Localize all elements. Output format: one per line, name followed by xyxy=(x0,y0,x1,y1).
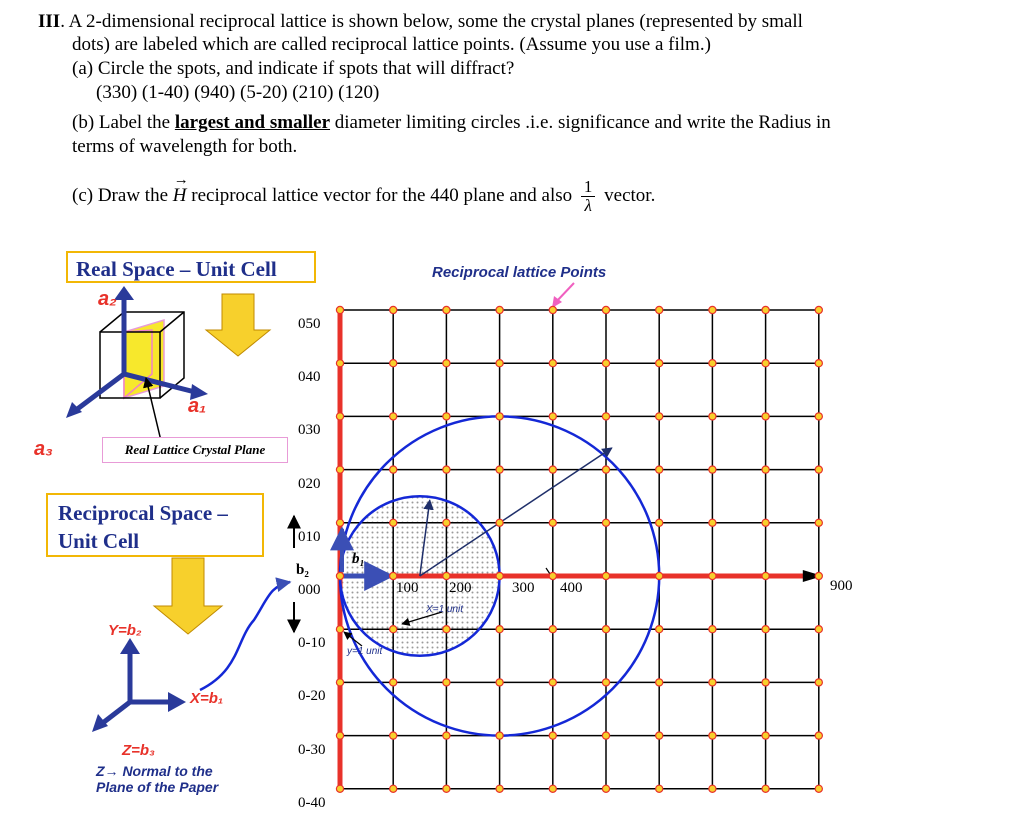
lattice-point xyxy=(762,572,769,579)
y-unit-arrow xyxy=(344,632,362,646)
lattice-point xyxy=(443,572,450,579)
lattice-point xyxy=(815,306,822,313)
lattice-point xyxy=(815,519,822,526)
lattice-point xyxy=(602,572,609,579)
lattice-point xyxy=(390,519,397,526)
lattice-point xyxy=(602,306,609,313)
lattice-point xyxy=(443,732,450,739)
y-b2-label: Y=b₂ xyxy=(108,622,142,639)
lattice-point xyxy=(762,626,769,633)
lattice-point xyxy=(390,679,397,686)
real-space-cell xyxy=(66,286,208,445)
lattice-point xyxy=(336,785,343,792)
reciprocal-axes xyxy=(92,638,186,732)
question-line-7: (c) Draw the → H reciprocal lattice vector for the 440 plane and also $\frac{1}{\lambda}$ vector. xyxy=(72,171,656,215)
lattice-point xyxy=(496,306,503,313)
lattice-point xyxy=(549,626,556,633)
lattice-point xyxy=(602,519,609,526)
y-tick-label: 050 xyxy=(298,316,321,332)
question-line-2: dots) are labeled which are called reciprocal lattice points. (Assume you use a film.) xyxy=(72,34,711,55)
lattice-point xyxy=(762,306,769,313)
lattice-point xyxy=(709,785,716,792)
x-end-label: 900 xyxy=(830,578,853,594)
lattice-point xyxy=(602,466,609,473)
yellow-down-arrow-1 xyxy=(206,294,270,356)
lattice-point xyxy=(656,732,663,739)
lattice-point xyxy=(443,679,450,686)
lattice-point xyxy=(549,413,556,420)
lattice-point xyxy=(815,679,822,686)
y-tick-label: 040 xyxy=(298,369,321,386)
lattice-point xyxy=(709,519,716,526)
lattice-point xyxy=(602,785,609,792)
lattice-point xyxy=(443,626,450,633)
z-normal-note-2: Plane of the Paper xyxy=(96,779,219,795)
lattice-point xyxy=(496,626,503,633)
lattice-point xyxy=(815,360,822,367)
x-tick-label: 300 xyxy=(512,580,535,596)
lattice-point xyxy=(815,413,822,420)
lattice-point xyxy=(762,679,769,686)
lattice-point xyxy=(549,785,556,792)
lattice-point xyxy=(390,732,397,739)
lattice-point xyxy=(656,519,663,526)
lattice-point xyxy=(656,679,663,686)
lattice-point xyxy=(602,679,609,686)
reciprocal-lattice xyxy=(336,306,822,792)
lattice-title: Reciprocal lattice Points xyxy=(432,264,607,281)
lattice-point xyxy=(443,466,450,473)
y-tick-label: 030 xyxy=(298,422,321,439)
lattice-point xyxy=(549,306,556,313)
question-line-6: terms of wavelength for both. xyxy=(72,136,298,157)
lattice-point xyxy=(443,413,450,420)
lattice-point xyxy=(709,306,716,313)
b1-label: b₁ xyxy=(352,551,365,567)
lattice-point xyxy=(336,519,343,526)
lattice-point xyxy=(656,572,663,579)
a1-label: a₁ xyxy=(188,395,207,417)
lattice-point xyxy=(496,413,503,420)
real-plane-label: Real Lattice Crystal Plane xyxy=(102,437,288,463)
pink-pointer-arrow xyxy=(556,283,574,302)
question-line-5: (b) Label the largest and smaller diameter limiting circles .i.e. significance and write the Radius in xyxy=(72,112,831,133)
y-tick-label: 020 xyxy=(298,475,321,492)
x-unit-label: X=1 unit xyxy=(426,604,463,615)
lattice-point xyxy=(549,679,556,686)
question-line-1: III. A 2-dimensional reciprocal lattice is shown below, some the crystal planes (represented by small xyxy=(38,11,803,32)
y-tick-label: 0-10 xyxy=(298,635,326,652)
lattice-point xyxy=(496,785,503,792)
lattice-point xyxy=(762,413,769,420)
lattice-point xyxy=(336,306,343,313)
lattice-point xyxy=(443,306,450,313)
x-tick-label: 100 xyxy=(396,580,419,596)
question-line-4: (330) (1-40) (940) (5-20) (210) (120) xyxy=(96,82,380,103)
lattice-point xyxy=(549,360,556,367)
lattice-point xyxy=(443,519,450,526)
lattice-point xyxy=(656,626,663,633)
lattice-point xyxy=(709,413,716,420)
lattice-point xyxy=(496,732,503,739)
lattice-point xyxy=(443,785,450,792)
h-vector-symbol: → H xyxy=(172,171,189,206)
y-tick-label: 000 xyxy=(298,582,321,598)
lattice-point xyxy=(762,519,769,526)
lattice-point xyxy=(496,572,503,579)
lattice-point xyxy=(390,572,397,579)
lattice-point xyxy=(390,413,397,420)
lattice-point xyxy=(496,679,503,686)
lattice-point xyxy=(336,360,343,367)
lattice-point xyxy=(709,572,716,579)
reciprocal-space-title: Reciprocal Space – Unit Cell xyxy=(46,493,264,557)
b2-label: b₂ xyxy=(296,562,309,578)
yellow-down-arrow-2 xyxy=(154,558,222,634)
y-tick-label: 0-30 xyxy=(298,741,326,758)
lattice-point xyxy=(549,732,556,739)
a2-label: a₂ xyxy=(98,288,117,310)
lattice-point xyxy=(656,306,663,313)
z-normal-note-1: Z→ Normal to the xyxy=(96,763,213,779)
y-tick-label: 0-40 xyxy=(298,794,326,811)
lattice-point xyxy=(815,466,822,473)
x-tick-label: 200 xyxy=(449,580,472,596)
lattice-point xyxy=(496,519,503,526)
lattice-point xyxy=(443,360,450,367)
lattice-point xyxy=(549,466,556,473)
lattice-point xyxy=(336,626,343,633)
lattice-point xyxy=(390,785,397,792)
lattice-point xyxy=(709,626,716,633)
connector-curve xyxy=(200,582,290,690)
one-over-lambda: $\frac{1}{\lambda}$ xyxy=(581,178,596,215)
lattice-point xyxy=(815,785,822,792)
lattice-point xyxy=(390,306,397,313)
lattice-point xyxy=(336,466,343,473)
lattice-point xyxy=(762,732,769,739)
lattice-point xyxy=(709,466,716,473)
lattice-point xyxy=(336,413,343,420)
lattice-point xyxy=(762,785,769,792)
lattice-point xyxy=(336,732,343,739)
y-tick-label: 0-20 xyxy=(298,688,326,705)
z-b3-label: Z=b₃ xyxy=(122,742,155,759)
lattice-point xyxy=(336,679,343,686)
x-tick-label: 400 xyxy=(560,580,583,596)
lattice-point xyxy=(709,360,716,367)
lattice-point xyxy=(656,785,663,792)
lattice-point xyxy=(496,466,503,473)
lattice-point xyxy=(815,732,822,739)
lattice-point xyxy=(815,626,822,633)
lattice-point xyxy=(602,732,609,739)
lattice-point xyxy=(656,466,663,473)
lattice-point xyxy=(496,360,503,367)
y-unit-label: y=1 unit xyxy=(347,646,383,657)
a3-label: a₃ xyxy=(34,438,53,460)
lattice-point xyxy=(762,466,769,473)
y-tick-label: 010 xyxy=(298,528,321,545)
x-b1-label: X=b₁ xyxy=(190,690,224,707)
lattice-point xyxy=(709,732,716,739)
lattice-point xyxy=(549,519,556,526)
lattice-point xyxy=(602,413,609,420)
lattice-point xyxy=(656,413,663,420)
lattice-point xyxy=(549,572,556,579)
lattice-point xyxy=(762,360,769,367)
lattice-point xyxy=(815,572,822,579)
lattice-point xyxy=(336,572,343,579)
lattice-point xyxy=(709,679,716,686)
lattice-point xyxy=(390,360,397,367)
lattice-point xyxy=(602,626,609,633)
question-line-3: (a) Circle the spots, and indicate if spots that will diffract? xyxy=(72,58,515,79)
lattice-point xyxy=(602,360,609,367)
lattice-point xyxy=(390,626,397,633)
real-space-title: Real Space – Unit Cell xyxy=(66,251,316,283)
lattice-point xyxy=(656,360,663,367)
lattice-point xyxy=(390,466,397,473)
